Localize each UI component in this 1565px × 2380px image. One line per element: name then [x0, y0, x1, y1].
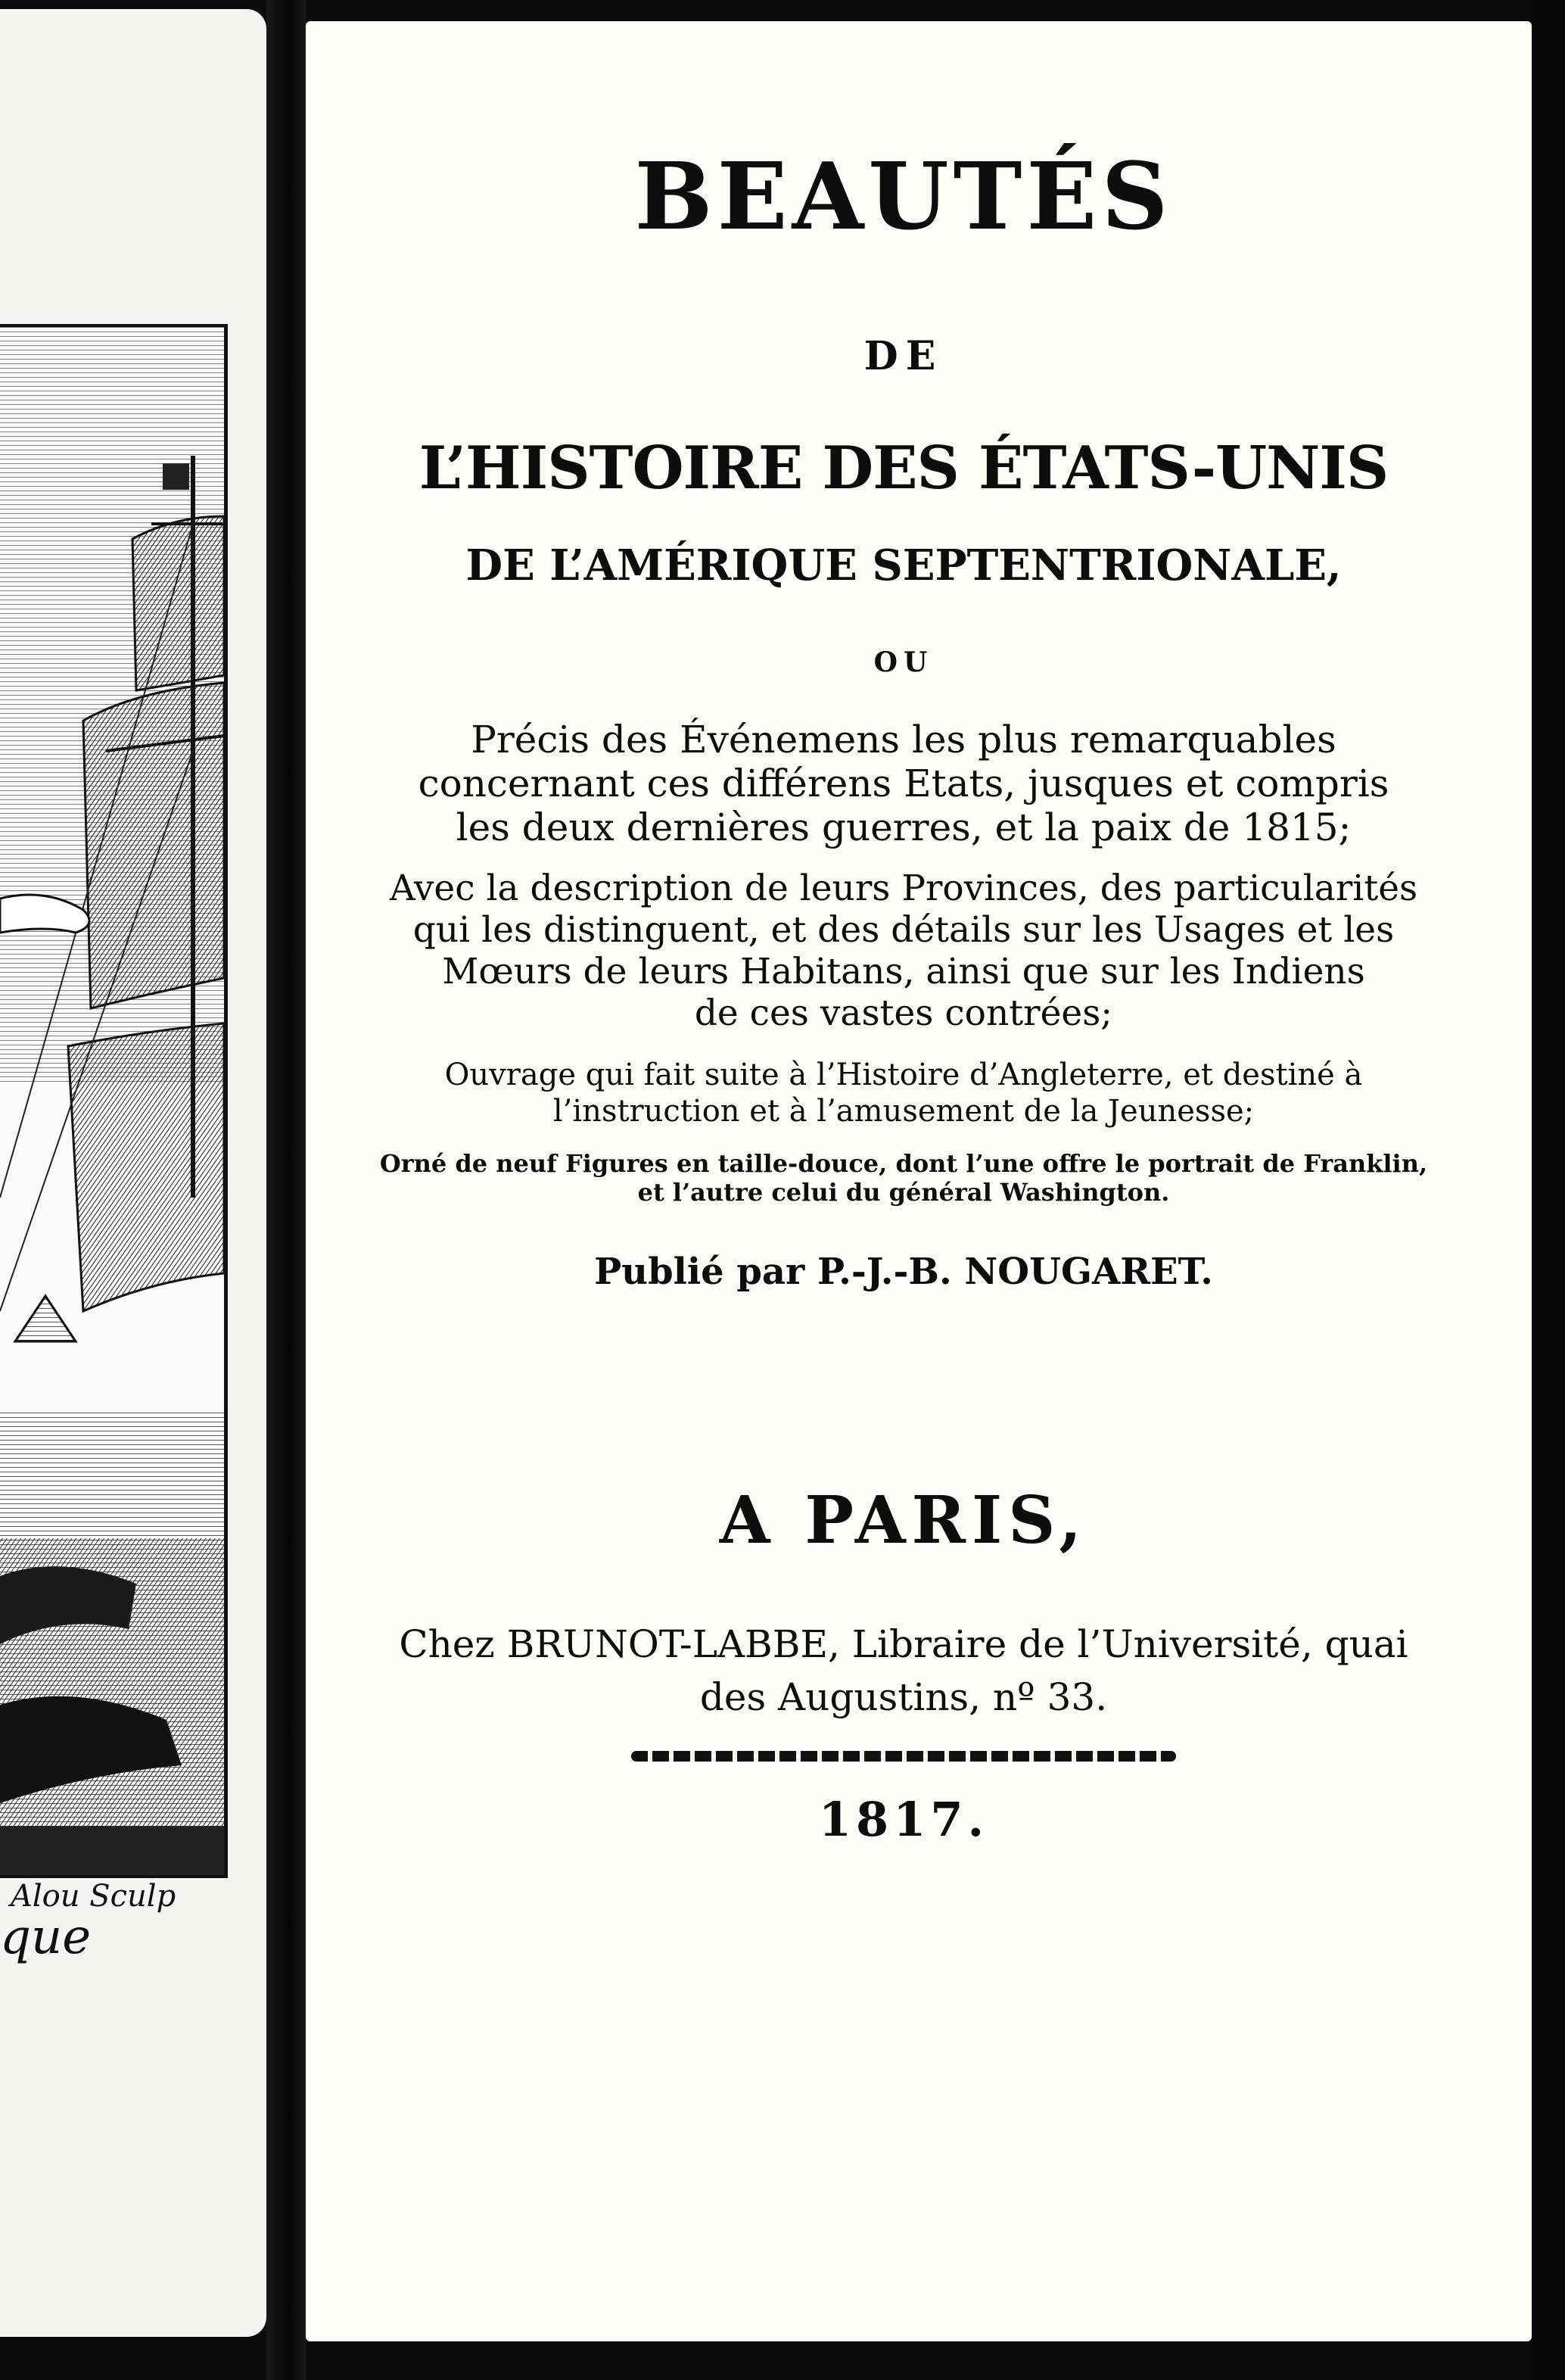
precis-line: concernant ces différens Etats, jusques et compris — [418, 762, 1389, 805]
orne-paragraph — [366, 1149, 1441, 1207]
orne-line: et l’autre celui du général Washington. — [637, 1178, 1170, 1207]
avec-line: qui les distinguent, et des détails sur les Usages et les — [412, 909, 1395, 951]
avec-line: de ces vastes contrées; — [694, 992, 1113, 1034]
ouvrage-line: l’instruction et à l’amusement de la Jeunesse; — [552, 1094, 1255, 1129]
imprint-city: A PARIS, — [719, 1482, 1088, 1559]
ship-engraving-illustration — [0, 327, 224, 1875]
bookseller-line: Chez BRUNOT-LABBE, Libraire de l’Université, quai — [399, 1622, 1408, 1666]
publisher-credit: Publié par P.-J.-B. NOUGARET. — [594, 1251, 1213, 1293]
avec-line: Mœurs de leurs Habitans, ainsi que sur les Indiens — [442, 951, 1365, 992]
title-ou: OU — [873, 646, 934, 678]
precis-line: les deux dernières guerres, et la paix de 1815; — [456, 805, 1352, 849]
book-gutter — [266, 0, 306, 2380]
precis-line: Précis des Événemens les plus remarquables — [471, 718, 1336, 762]
bookseller-line: des Augustins, nº 33. — [699, 1675, 1108, 1719]
precis-paragraph — [366, 718, 1441, 849]
title-subject: L’HISTOIRE DES ÉTATS-UNIS — [418, 434, 1389, 503]
ouvrage-paragraph — [366, 1057, 1441, 1129]
avec-paragraph — [366, 868, 1441, 1034]
title-de: DE — [863, 333, 944, 379]
book-title: BEAUTÉS — [634, 142, 1173, 251]
engraver-signature: Alou Sculp — [11, 1879, 176, 1914]
avec-line: Avec la description de leurs Provinces, des particularités — [389, 868, 1418, 909]
publication-year: 1817. — [818, 1792, 989, 1847]
frontispiece-page — [0, 9, 266, 2337]
frontispiece-engraving — [0, 324, 228, 1878]
scan-right-edge — [1532, 0, 1565, 2380]
ouvrage-line: Ouvrage qui fait suite à l’Histoire d’Angleterre, et destiné à — [444, 1058, 1363, 1092]
title-page — [306, 21, 1532, 2341]
title-region: DE L’AMÉRIQUE SEPTENTRIONALE, — [465, 540, 1342, 590]
ornamental-rule — [631, 1751, 1176, 1762]
frontispiece-caption: que — [0, 1909, 92, 1965]
bookseller-imprint — [366, 1618, 1441, 1724]
orne-line: Orné de neuf Figures en taille-douce, dont l’une offre le portrait de Franklin, — [379, 1149, 1428, 1178]
